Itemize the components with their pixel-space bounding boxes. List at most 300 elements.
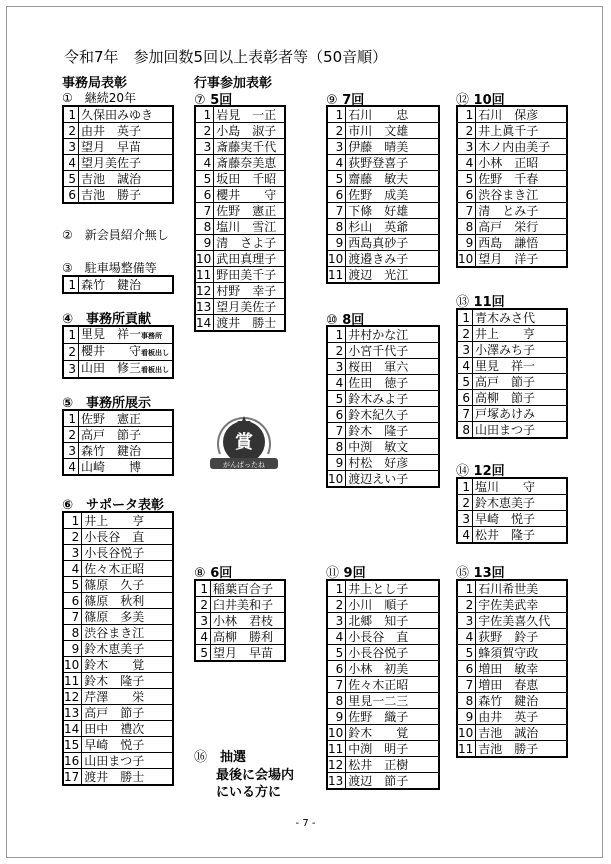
table-row (457, 155, 567, 171)
table-row (457, 171, 567, 187)
table-row (195, 315, 285, 332)
member-name: 荻野 鈴子 (476, 629, 567, 645)
table-row (63, 561, 173, 577)
row-number: 2 (457, 326, 473, 342)
table-row (63, 673, 173, 689)
member-name: 佐野 憲正 (79, 410, 174, 427)
office-display-table (62, 409, 174, 476)
row-number: 4 (63, 561, 82, 577)
lottery-line2: 最後に会場内 (216, 768, 295, 783)
row-number: 4 (195, 629, 211, 645)
member-name: 清 さよ子 (214, 235, 285, 251)
member-name: 鈴木みよ子 (346, 391, 439, 407)
table-row (327, 725, 439, 741)
member-name: 櫻井 守 (214, 187, 285, 203)
row-number: 2 (63, 344, 79, 361)
table-row (63, 737, 173, 753)
group-7-title: ⑦ 5回 (194, 93, 233, 108)
row-number: 11 (63, 673, 82, 689)
member-name: 市川 文雄 (346, 123, 439, 139)
row-number: 2 (457, 495, 473, 511)
member-name: 小川 順子 (346, 597, 439, 613)
row-number: 1 (327, 326, 346, 343)
member-name: 吉池 勝子 (476, 741, 567, 758)
table-row (195, 235, 285, 251)
row-number: 1 (457, 580, 476, 597)
table-row (457, 326, 567, 342)
table-row (457, 741, 567, 758)
row-number: 9 (327, 455, 346, 471)
member-name: 渡辺えい子 (346, 471, 439, 488)
table-row (457, 422, 567, 439)
member-name: 小長谷悦子 (346, 645, 439, 661)
table-row (63, 512, 173, 529)
row-number: 11 (195, 267, 214, 283)
row-number: 5 (63, 171, 79, 187)
lottery-line1: ⑯ 抽選 (194, 750, 247, 765)
row-number: 10 (195, 251, 214, 267)
office-award-heading: 事務局表彰 (62, 76, 128, 91)
member-name: 佐野 成美 (346, 187, 439, 203)
row-number: 3 (457, 342, 473, 358)
member-name: 鈴木紀久子 (346, 407, 439, 423)
table-row (457, 251, 567, 268)
table-row (327, 139, 439, 155)
table-row (457, 511, 567, 527)
group-8-table (194, 579, 286, 662)
row-number: 1 (457, 309, 473, 326)
member-name: 吉池 勝子 (79, 187, 174, 204)
member-name: 高戸 節子 (79, 427, 174, 443)
table-row (327, 423, 439, 439)
member-name: 田中 禮次 (82, 721, 173, 737)
member-name: 小林 君枝 (211, 613, 286, 629)
table-row (63, 106, 173, 123)
table-row (457, 478, 567, 495)
table-row (63, 427, 173, 443)
table-row (327, 375, 439, 391)
member-name: 望月美佐子 (214, 299, 285, 315)
table-row (327, 326, 439, 343)
row-number: 11 (457, 741, 476, 758)
table-row (327, 391, 439, 407)
member-name: 篠原 多美 (82, 609, 173, 625)
row-number: 4 (327, 375, 346, 391)
table-row (195, 123, 285, 139)
row-number: 8 (63, 625, 82, 641)
row-number: 3 (63, 361, 79, 379)
member-name: 増田 敏幸 (476, 661, 567, 677)
row-number: 8 (457, 693, 476, 709)
member-name: 武田真理子 (214, 251, 285, 267)
group-9-title: ⑨ 7回 (326, 93, 365, 108)
member-name: 佐田 徳子 (346, 375, 439, 391)
table-row (327, 661, 439, 677)
member-name: 望月 早苗 (211, 645, 286, 662)
table-row (457, 309, 567, 326)
member-name: 石川希世美 (476, 580, 567, 597)
row-number: 8 (327, 219, 346, 235)
member-name: 小林 初美 (346, 661, 439, 677)
member-name: 鈴木 隆子 (346, 423, 439, 439)
row-number: 16 (63, 753, 82, 769)
member-name: 篠原 秋利 (82, 593, 173, 609)
member-name: 村野 幸子 (214, 283, 285, 299)
member-name: 清 とみ子 (476, 203, 567, 219)
member-name: 西島 謙悟 (476, 235, 567, 251)
row-number: 6 (327, 661, 346, 677)
member-name: 渡井 勝士 (82, 769, 173, 786)
row-number: 11 (327, 741, 346, 757)
member-name: 高戸 栄行 (476, 219, 567, 235)
table-row (327, 439, 439, 455)
member-name: 井上とし子 (346, 580, 439, 597)
table-row (195, 203, 285, 219)
row-number: 1 (63, 326, 79, 344)
table-row (195, 106, 285, 123)
table-row (457, 139, 567, 155)
member-name: 由井 英子 (79, 123, 174, 139)
member-name: 高戸 節子 (82, 705, 173, 721)
table-row (63, 459, 173, 476)
row-number: 9 (327, 709, 346, 725)
table-row (63, 529, 173, 545)
member-note: 事務所 (141, 332, 163, 340)
member-name: 斎藤実千代 (214, 139, 285, 155)
table-row (457, 219, 567, 235)
member-name-text: 櫻井 守 (81, 344, 142, 358)
member-name: 宇佐美武幸 (476, 597, 567, 613)
group-9-table (326, 105, 440, 284)
row-number: 4 (457, 358, 473, 374)
group-13-table (456, 308, 568, 439)
table-row (63, 276, 173, 293)
member-name: 鈴木恵美子 (473, 495, 568, 511)
member-name: 鈴木恵美子 (82, 641, 173, 657)
table-row (195, 251, 285, 267)
row-number: 4 (195, 155, 214, 171)
table-row (457, 390, 567, 406)
row-number: 6 (457, 187, 476, 203)
table-row (63, 593, 173, 609)
table-row (195, 629, 285, 645)
table-row (63, 361, 173, 379)
row-number: 6 (63, 593, 82, 609)
table-row (195, 613, 285, 629)
row-number: 3 (63, 443, 79, 459)
member-name: 村松 好彦 (346, 455, 439, 471)
row-number: 2 (63, 427, 79, 443)
row-number: 4 (327, 155, 346, 171)
row-number: 2 (63, 529, 82, 545)
row-number: 10 (457, 251, 476, 268)
member-name: 井上 亨 (473, 326, 568, 342)
member-name: 臼井美和子 (211, 597, 286, 613)
member-name: 齋藤 敏夫 (346, 171, 439, 187)
table-row (457, 725, 567, 741)
group-15-table (456, 579, 568, 758)
row-number: 1 (327, 580, 346, 597)
row-number: 1 (327, 106, 346, 123)
member-name: 山田まつ子 (82, 753, 173, 769)
table-row (195, 597, 285, 613)
table-row (63, 689, 173, 705)
member-name: 北郷 知子 (346, 613, 439, 629)
member-name (79, 361, 174, 379)
table-row (327, 203, 439, 219)
row-number: 12 (63, 689, 82, 705)
member-name: 鈴木 覚 (82, 657, 173, 673)
member-name: 下條 好雄 (346, 203, 439, 219)
table-row (63, 443, 173, 459)
table-row (63, 657, 173, 673)
member-name: 森竹 鍵治 (79, 276, 174, 293)
row-number: 1 (457, 106, 476, 123)
row-number: 13 (63, 705, 82, 721)
group-10-title: ⑩ 8回 (326, 313, 365, 328)
row-number: 13 (327, 773, 346, 790)
member-name: 篠原 久子 (82, 577, 173, 593)
table-row (63, 123, 173, 139)
table-row (457, 235, 567, 251)
member-name: 小長谷 直 (346, 629, 439, 645)
member-name (79, 344, 174, 361)
row-number: 3 (327, 139, 346, 155)
table-row (63, 155, 173, 171)
row-number: 5 (63, 577, 82, 593)
member-name: 小長谷 直 (82, 529, 173, 545)
supporter-heading: ⑥ サポータ表彰 (62, 498, 165, 513)
table-row (195, 155, 285, 171)
table-row (63, 705, 173, 721)
row-number: 3 (327, 613, 346, 629)
table-row (327, 106, 439, 123)
member-name: 里見 祥一 (473, 358, 568, 374)
member-name: 蜂須賀守政 (476, 645, 567, 661)
table-row (457, 495, 567, 511)
member-name: 野田美千子 (214, 267, 285, 283)
table-row (327, 773, 439, 790)
table-row (457, 203, 567, 219)
member-note: 看板出し (141, 366, 170, 374)
row-number: 3 (63, 545, 82, 561)
group-11-table (326, 579, 440, 790)
member-name: 小長谷悦子 (82, 545, 173, 561)
row-number: 1 (63, 106, 79, 123)
member-name: 森竹 鍵治 (79, 443, 174, 459)
table-row (457, 677, 567, 693)
member-name: 井上 亨 (82, 512, 173, 529)
row-number: 4 (63, 155, 79, 171)
table-row (63, 769, 173, 786)
table-row (457, 358, 567, 374)
table-row (327, 613, 439, 629)
office-contrib-table (62, 325, 174, 379)
member-name: 杉山 英爺 (346, 219, 439, 235)
row-number: 2 (63, 123, 79, 139)
row-number: 15 (63, 737, 82, 753)
table-row (457, 123, 567, 139)
award-badge-icon (206, 410, 282, 474)
row-number: 5 (457, 645, 476, 661)
table-row (195, 283, 285, 299)
member-name: 佐野 千春 (476, 171, 567, 187)
badge-main-text: 賞 (235, 432, 253, 453)
member-name: 松井 正樹 (346, 757, 439, 773)
member-name: 石川 忠 (346, 106, 439, 123)
page-number: - 7 - (295, 818, 316, 829)
group-8-title: ⑧ 6回 (194, 566, 233, 581)
table-row (195, 219, 285, 235)
row-number: 3 (195, 613, 211, 629)
row-number: 2 (327, 123, 346, 139)
member-name: 小島 淑子 (214, 123, 285, 139)
row-number: 1 (457, 478, 473, 495)
row-number: 10 (327, 251, 346, 267)
row-number: 1 (195, 580, 211, 597)
member-name: 渡辺 光江 (346, 267, 439, 284)
row-number: 1 (63, 276, 79, 293)
member-name: 伊藤 晴美 (346, 139, 439, 155)
table-row (327, 629, 439, 645)
table-row (457, 645, 567, 661)
member-name: 木ノ内由美子 (476, 139, 567, 155)
table-row (327, 219, 439, 235)
member-name: 吉池 誠治 (79, 171, 174, 187)
row-number: 14 (63, 721, 82, 737)
member-name: 小林 正昭 (476, 155, 567, 171)
member-name: 渡邉きみ子 (346, 251, 439, 267)
table-row (327, 709, 439, 725)
member-name: 吉池 誠治 (476, 725, 567, 741)
row-number: 6 (195, 187, 214, 203)
table-row (327, 187, 439, 203)
row-number: 4 (327, 629, 346, 645)
office-award-table (62, 105, 174, 204)
table-row (195, 171, 285, 187)
member-name: 渡辺 節子 (346, 773, 439, 790)
row-number: 14 (195, 315, 214, 332)
group-12-title: ⑫ 10回 (456, 93, 505, 108)
table-row (327, 455, 439, 471)
table-row (195, 139, 285, 155)
row-number: 4 (63, 459, 79, 476)
table-row (63, 753, 173, 769)
member-name: 桜田 軍六 (346, 359, 439, 375)
member-name: 中渕 明子 (346, 741, 439, 757)
member-name: 井村かな江 (346, 326, 439, 343)
row-number: 7 (457, 203, 476, 219)
row-number: 9 (327, 235, 346, 251)
group-7-table (194, 105, 286, 332)
table-row (327, 267, 439, 284)
row-number: 9 (63, 641, 82, 657)
table-row (327, 677, 439, 693)
row-number: 7 (327, 677, 346, 693)
member-name: 岩見 一正 (214, 106, 285, 123)
row-number: 8 (457, 422, 473, 439)
row-number: 7 (457, 677, 476, 693)
member-name: 久保田みゆき (79, 106, 174, 123)
row-number: 10 (63, 657, 82, 673)
office-display-heading: ⑤ 事務所展示 (62, 396, 152, 411)
table-row (63, 721, 173, 737)
member-name: 鈴木 覚 (346, 725, 439, 741)
row-number: 10 (327, 471, 346, 488)
member-name: 増田 春恵 (476, 677, 567, 693)
row-number: 13 (195, 299, 214, 315)
row-number: 6 (327, 187, 346, 203)
member-name: 小宮千代子 (346, 343, 439, 359)
table-row (63, 344, 173, 361)
member-name: 山田まつ子 (473, 422, 568, 439)
member-name-text: 山田 修三 (81, 361, 142, 375)
row-number: 7 (327, 423, 346, 439)
row-number: 2 (195, 123, 214, 139)
table-row (195, 187, 285, 203)
table-row (457, 406, 567, 422)
row-number: 2 (327, 343, 346, 359)
row-number: 8 (327, 439, 346, 455)
member-name: 斎藤奈美恵 (214, 155, 285, 171)
row-number: 12 (195, 283, 214, 299)
table-row (327, 471, 439, 488)
row-number: 5 (457, 171, 476, 187)
parking-heading: ③ 駐車場整備等 (62, 261, 157, 275)
group-15-title: ⑮ 13回 (456, 566, 505, 581)
member-name: 山崎 博 (79, 459, 174, 476)
row-number: 7 (63, 609, 82, 625)
member-name: 荻野登喜子 (346, 155, 439, 171)
row-number: 1 (63, 512, 82, 529)
table-row (457, 342, 567, 358)
member-name: 松井 隆子 (473, 527, 568, 544)
row-number: 4 (457, 527, 473, 544)
office-contrib-heading: ④ 事務所貢献 (62, 312, 152, 327)
row-number: 3 (327, 359, 346, 375)
row-number: 6 (327, 407, 346, 423)
row-number: 2 (457, 123, 476, 139)
row-number: 2 (195, 597, 211, 613)
row-number: 12 (327, 757, 346, 773)
table-row (457, 374, 567, 390)
group-12-table (456, 105, 568, 268)
table-row (327, 123, 439, 139)
member-name: 青木みさ代 (473, 309, 568, 326)
member-name: 望月 早苗 (79, 139, 174, 155)
group-14-title: ⑭ 12回 (456, 464, 505, 479)
table-row (327, 693, 439, 709)
table-row (457, 580, 567, 597)
row-number: 6 (457, 661, 476, 677)
member-name: 西島真砂子 (346, 235, 439, 251)
table-row (457, 527, 567, 544)
member-name (79, 326, 174, 344)
member-name: 早崎 悦子 (82, 737, 173, 753)
table-row (327, 757, 439, 773)
row-number: 7 (195, 203, 214, 219)
table-row (327, 359, 439, 375)
member-note: 看板出し (141, 349, 170, 357)
lottery-line3: にいる方に (216, 785, 282, 800)
member-name: 佐々木正昭 (346, 677, 439, 693)
member-name: 佐々木正昭 (82, 561, 173, 577)
member-name: 佐野 憲正 (214, 203, 285, 219)
row-number: 3 (457, 139, 476, 155)
member-name: 中渕 敏文 (346, 439, 439, 455)
row-number: 9 (457, 235, 476, 251)
badge-sub-text: がんばったね (223, 461, 265, 469)
